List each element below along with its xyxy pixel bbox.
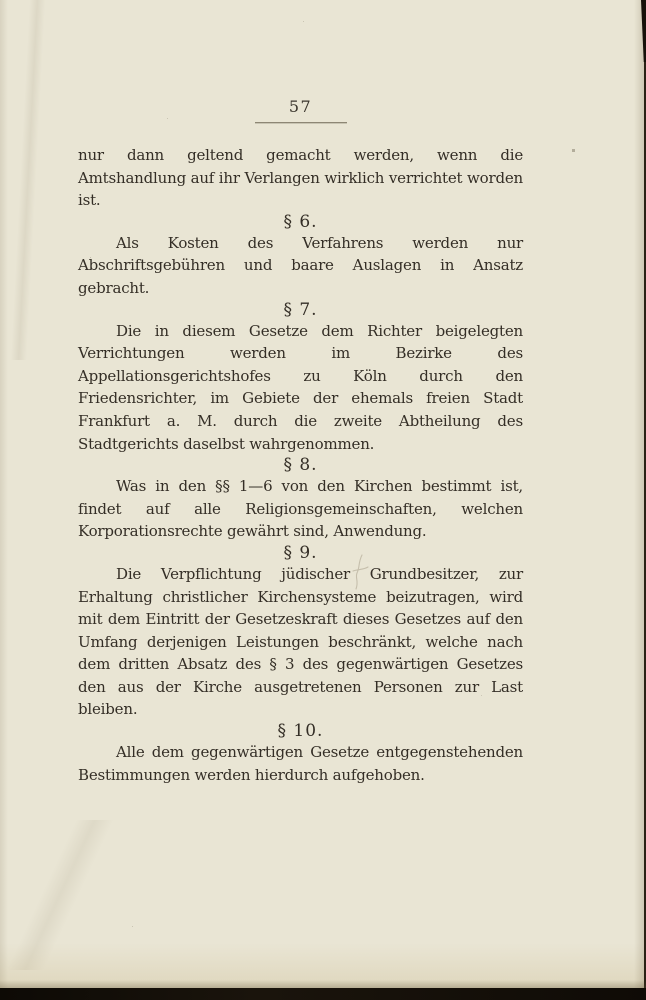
page-left-shadow bbox=[0, 0, 8, 1000]
section-body-7: Die in diesem Gesetze dem Richter beigelegten Verrichtungen werden im Bezirke des Appellationsgerichtshofes zu Köln durch den Friedensrichter, im Gebiete der ehemals freien Stadt Frankfurt a. M. durch die zweite Abtheilung des Stadtgerichts daselbst wahrgenommen. bbox=[78, 321, 523, 453]
scan-bottom-edge bbox=[0, 988, 646, 1000]
intro-paragraph: nur dann geltend gemacht werden, wenn die Amtshandlung auf ihr Verlangen wirklich verrichtet worden ist. bbox=[78, 146, 523, 210]
page-number: 57 bbox=[288, 97, 313, 116]
section-body-10: Alle dem gegenwärtigen Gesetze entgegenstehenden Bestimmungen werden hierdurch aufgehoben. bbox=[78, 743, 523, 784]
scan-bottom-shadow bbox=[0, 980, 646, 988]
page-right-shadow bbox=[634, 0, 644, 1000]
page-number-underline bbox=[255, 122, 347, 123]
paper-crease-left bbox=[11, 0, 46, 360]
paper-crease-bottom-left bbox=[0, 820, 120, 970]
section-body-6: Als Kosten des Verfahrens werden nur Abschriftsgebühren und baare Auslagen in Ansatz gebracht. bbox=[78, 233, 523, 297]
section-heading-9: § 9. bbox=[283, 542, 318, 563]
section-heading-8: § 8. bbox=[283, 455, 318, 476]
section-body-9: Die Verpflichtung jüdischer Grundbesitzer, zur Erhaltung christlicher Kirchensysteme beizutragen, wird mit dem Eintritt der Gesetzeskraft dieses Gesetzes auf den Umfang derjenigen Leistungen beschränkt, welche nach dem dritten Absatz des § 3 des gegenwärtigen Gesetzes den aus der Kirche ausgetretenen Personen zur Last bleiben. bbox=[78, 564, 523, 719]
paper-specks bbox=[0, 0, 1, 1]
section-heading-7: § 7. bbox=[283, 299, 318, 320]
scan-right-edge-top bbox=[641, 0, 646, 62]
section-body-8: Was in den §§ 1—6 von den Kirchen bestimmt ist, findet auf alle Religionsgemeinschaften, welchen Korporationsrechte gewährt sind, Anwendung. bbox=[78, 477, 523, 541]
section-heading-10: § 10. bbox=[277, 721, 324, 742]
paper-bottom-sheen bbox=[0, 943, 646, 988]
section-heading-6: § 6. bbox=[283, 211, 318, 232]
text-column bbox=[78, 0, 523, 786]
